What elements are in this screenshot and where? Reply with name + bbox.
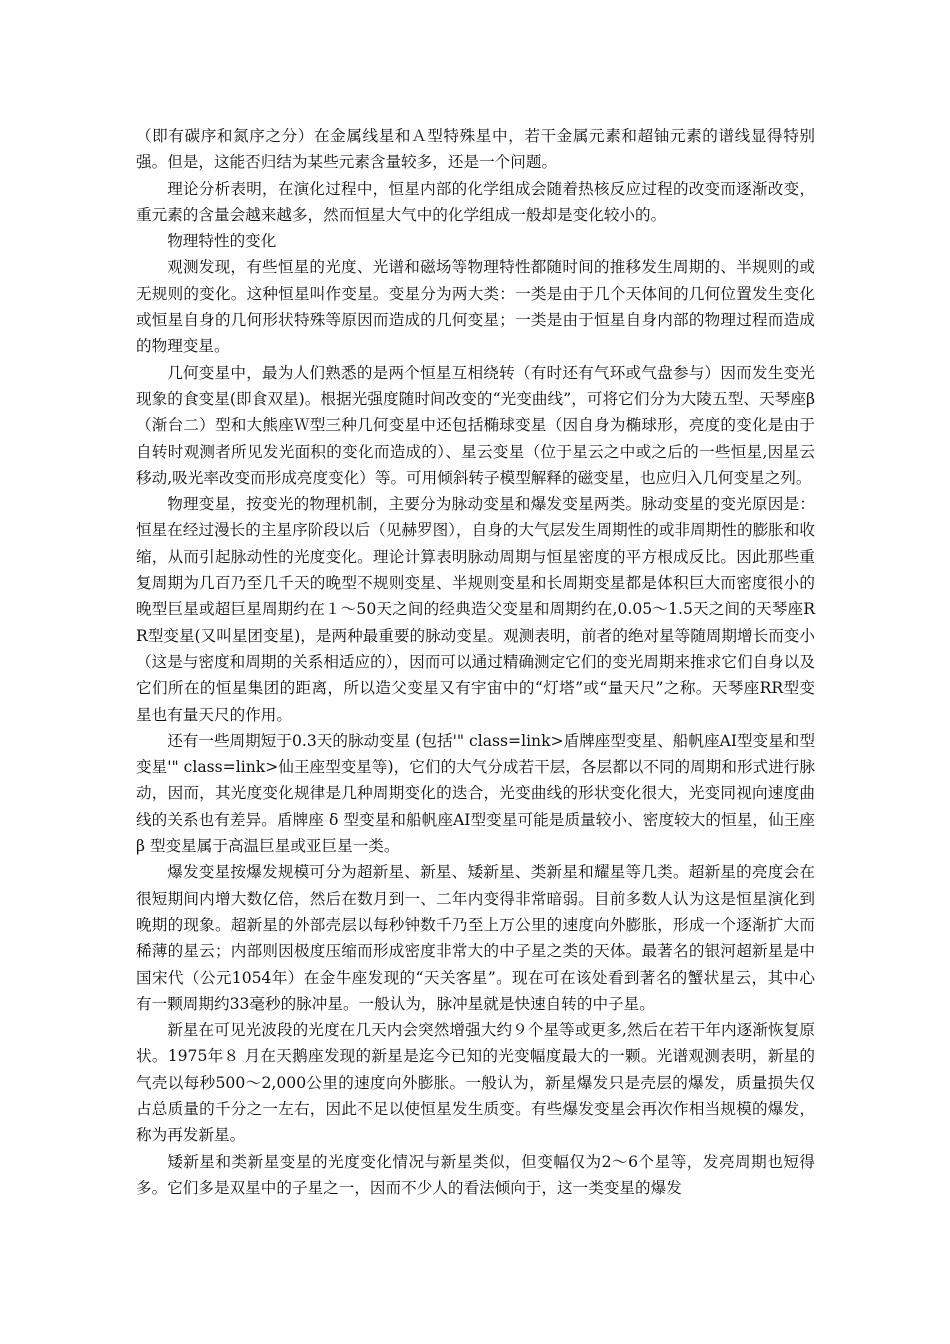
document-page <box>136 123 815 1201</box>
paragraph-geometric-variables: 几何变星中，最为人们熟悉的是两个恒星互相绕转（有时还有气环或气盘参与）因而发生变光现象的食变星(即食双星)。根据光强度随时间改变的“光变曲线”，可将它们分为大陵五型、天琴座β（渐台二）型和大熊座Ｗ型三种几何变星中还包括椭球变星（因自身为椭球形，亮度的变化是由于自转时观测者所见发光面积的变化而造成的）、星云变星（位于星云之中或之后的一些恒星,因星云移动,吸光率改变而形成亮度变化）等。可用倾斜转子模型解释的磁变星，也应归入几何变星之列。 <box>136 363 815 487</box>
paragraph-dwarf-novae: 矮新星和类新星变星的光度变化情况与新星类似，但变幅仅为2～6个星等，发亮周期也短得多。它们多是双星中的子星之一，因而不少人的看法倾向于，这一类变星的爆发 <box>136 1152 815 1197</box>
paragraph-variable-stars: 观测发现，有些恒星的光度、光谱和磁场等物理特性都随时间的推移发生周期的、半规则的或无规则的变化。这种恒星叫作变星。变星分为两大类：一类是由于几个天体间的几何位置发生变化或恒星自身的几何形状特殊等原因而造成的几何变星；一类是由于恒星自身内部的物理过程而造成的物理变星。 <box>136 258 815 356</box>
paragraph-physical-variables: 物理变星，按变光的物理机制，主要分为脉动变星和爆发变星两类。脉动变星的变光原因是：恒星在经过漫长的主星序阶段以后（见赫罗图），自身的大气层发生周期性的或非周期性的膨胀和收缩，从而引起脉动性的光度变化。理论计算表明脉动周期与恒星密度的平方根成反比。因此那些重复周期为几百乃至几千天的晚型不规则变星、半规则变星和长周期变星都是体积巨大而密度很小的晚型巨星或超巨星周期约在１～50天之间的经典造父变星和周期约在,0.05～1.5天之间的天琴座RR型变星(又叫星团变星)，是两种最重要的脉动变星。观测表明，前者的绝对星等随周期增长而变小（这是与密度和周期的关系相适应的），因而可以通过精确测定它们的变光周期来推求它们自身以及它们所在的恒星集团的距离，所以造父变星又有宇宙中的“灯塔”或“量天尺”之称。天琴座RR型变星也有量天尺的作用。 <box>136 495 815 724</box>
paragraph-eruptive-variables: 爆发变星按爆发规模可分为超新星、新星、矮新星、类新星和耀星等几类。超新星的亮度会在很短期间内增大数亿倍，然后在数月到一、二年内变得非常暗弱。目前多数人认为这是恒星演化到晚期的现象。超新星的外部壳层以每秒钟数千乃至上万公里的速度向外膨胀，形成一个逐渐扩大而稀薄的星云；内部则因极度压缩而形成密度非常大的中子星之类的天体。最著名的银河超新星是中国宋代（公元1054年）在金牛座发现的“天关客星”。现在可在该处看到著名的蟹状星云，其中心有一颗周期约33毫秒的脉冲星。一般认为，脉冲星就是快速自转的中子星。 <box>136 863 815 1013</box>
paragraph-novae: 新星在可见光波段的光度在几天内会突然增强大约９个星等或更多,然后在若干年内逐渐恢复原状。1975年８ 月在天鹅座发现的新星是迄今已知的光变幅度最大的一颗。光谱观测表明，新星的气壳以每秒500～2,000公里的速度向外膨胀。一般认为，新星爆发只是壳层的爆发，质量损失仅占总质量的千分之一左右，因此不足以使恒星发生质变。有些爆发变星会再次作相当规模的爆发，称为再发新星。 <box>136 1021 815 1145</box>
paragraph-theory-analysis: 理论分析表明，在演化过程中，恒星内部的化学组成会随着热核反应过程的改变而逐渐改变，重元素的含量会越来越多，然而恒星大气中的化学组成一般却是变化较小的。 <box>136 179 815 224</box>
paragraph-continuation: （即有碳序和氮序之分）在金属线星和Ａ型特殊星中，若干金属元素和超铀元素的谱线显得特别强。但是，这能否归结为某些元素含量较多，还是一个问题。 <box>136 127 815 172</box>
section-heading: 物理特性的变化 <box>167 232 277 251</box>
paragraph-short-period-pulsators: 还有一些周期短于0.3天的脉动变星 (包括'" class=link>盾牌座型变星、船帆座AI型变星和型变星'" class=link>仙王座型变星等)，它们的大气分成若干层，各层都以不同的周期和形式进行脉动，因而，其光度变化规律是几种周期变化的迭合，光变曲线的形状变化很大，光变同视向速度曲线的关系也有差异。盾牌座 δ 型变星和船帆座AI型变星可能是质量较小、密度较大的恒星，仙王座 β 型变星属于高温巨星或亚巨星一类。 <box>136 731 815 856</box>
